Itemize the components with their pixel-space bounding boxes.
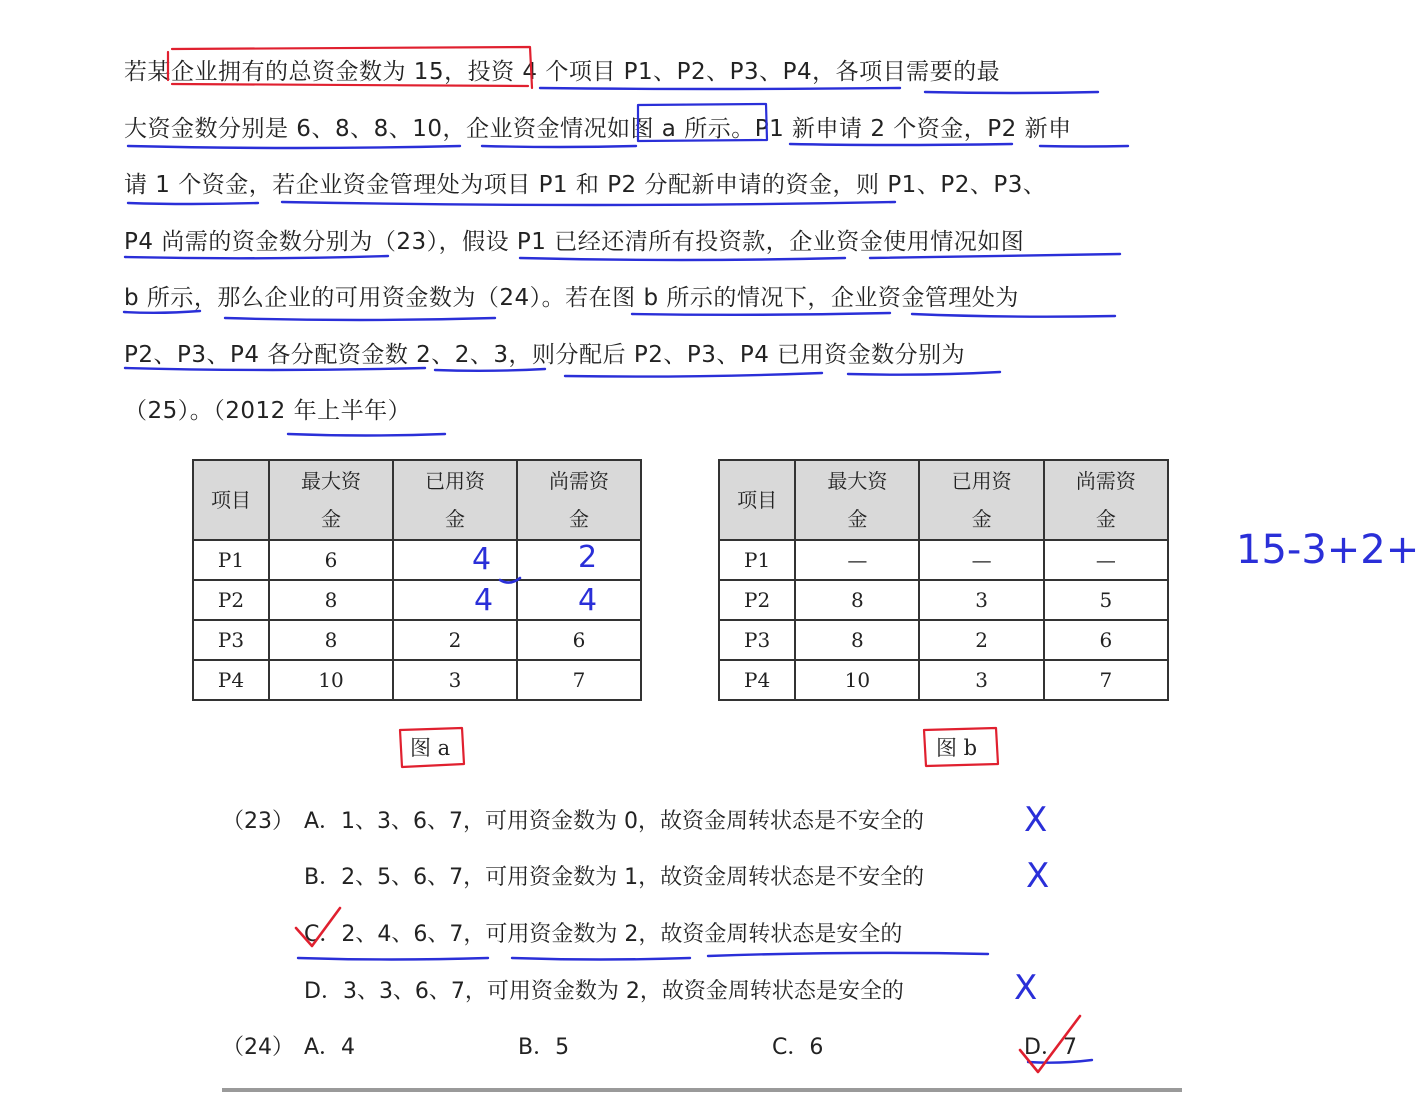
question-line-6: P2、P3、P4 各分配资金数 2、2、3，则分配后 P2、P3、P4 已用资金数分别为 [124, 341, 966, 368]
handwritten-a-p2-need: 4 [578, 583, 598, 618]
table-row [719, 540, 1168, 580]
table-b-header-used: 已用资金 [919, 460, 1043, 540]
table-row [719, 620, 1168, 660]
handwritten-a-p2-used: 4 [474, 583, 494, 618]
table-a-header-project: 项目 [193, 460, 269, 540]
table-cell: 7 [1044, 660, 1168, 700]
table-cell: 2 [393, 620, 517, 660]
table-a-caption: 图 a [410, 736, 451, 760]
table-b-caption: 图 b [936, 736, 978, 760]
table-cell: 5 [1044, 580, 1168, 620]
option-23-c: C．2、4、6、7，可用资金数为 2，故资金周转状态是安全的 [304, 922, 903, 947]
cross-mark-23-a: X [1024, 800, 1048, 840]
table-row [719, 660, 1168, 700]
question-line-1: 若某企业拥有的总资金数为 15，投资 4 个项目 P1、P2、P3、P4，各项目需要的最 [124, 59, 1001, 85]
option-24-b: B．5 [518, 1035, 570, 1060]
table-row [193, 620, 641, 660]
table-cell: P1 [193, 540, 269, 580]
table-cell: 10 [795, 660, 919, 700]
table-cell: P3 [193, 620, 269, 660]
table-a [192, 459, 642, 701]
bottom-scroll-rule [222, 1088, 1182, 1092]
table-cell: 6 [269, 540, 393, 580]
question-paragraph [124, 44, 1134, 440]
table-a-header-used: 已用资金 [393, 460, 517, 540]
question-line-4: P4 尚需的资金数分别为（23），假设 P1 已经还清所有投资款，企业资金使用情况如图 [124, 228, 1025, 255]
table-b [718, 459, 1169, 701]
table-row [719, 580, 1168, 620]
cross-mark-23-d: X [1014, 968, 1038, 1008]
option-23-a: A．1、3、6、7，可用资金数为 0，故资金周转状态是不安全的 [304, 809, 925, 834]
table-cell: P4 [193, 660, 269, 700]
table-b-header-max: 最大资金 [795, 460, 919, 540]
table-cell: 6 [517, 620, 641, 660]
table-cell: 3 [919, 580, 1043, 620]
table-cell: 3 [919, 660, 1043, 700]
table-cell: — [919, 540, 1043, 580]
table-cell: 2 [919, 620, 1043, 660]
table-row [193, 660, 641, 700]
options-23-label: （23） [222, 809, 294, 834]
table-cell: 8 [269, 620, 393, 660]
question-line-7: （25）。（2012 年上半年） [124, 398, 412, 424]
option-24-a: A．4 [304, 1035, 356, 1060]
option-24-d: D．7 [1024, 1035, 1077, 1060]
underline [708, 953, 988, 956]
table-cell: P2 [719, 580, 795, 620]
table-cell: P2 [193, 580, 269, 620]
table-cell: P4 [719, 660, 795, 700]
handwritten-side-calc: 15-3+2+ [1236, 527, 1420, 573]
underline [298, 958, 488, 960]
question-line-2: 大资金数分别是 6、8、8、10，企业资金情况如图 a 所示。P1 新申请 2 个资金，P2 新申 [124, 115, 1072, 142]
option-23-b: B．2、5、6、7，可用资金数为 1，故资金周转状态是不安全的 [304, 865, 925, 890]
table-a-header-need: 尚需资金 [517, 460, 641, 540]
table-cell: — [795, 540, 919, 580]
table-a-header-max: 最大资金 [269, 460, 393, 540]
table-cell [393, 540, 517, 580]
table-row [193, 580, 641, 620]
table-b-header-need: 尚需资金 [1044, 460, 1168, 540]
cross-mark-23-b: X [1026, 856, 1050, 896]
table-cell: 8 [795, 580, 919, 620]
table-cell [393, 580, 517, 620]
table-cell: 6 [1044, 620, 1168, 660]
option-23-d: D．3、3、6、7，可用资金数为 2，故资金周转状态是安全的 [304, 979, 904, 1004]
table-cell: 8 [795, 620, 919, 660]
table-cell: — [1044, 540, 1168, 580]
handwritten-a-p1-need: 2 [578, 540, 598, 575]
underline [512, 958, 690, 960]
handwritten-a-p1-used: 4 [472, 542, 492, 577]
table-cell: 3 [393, 660, 517, 700]
table-row [193, 540, 641, 580]
table-cell: 8 [269, 580, 393, 620]
table-b-header-project: 项目 [719, 460, 795, 540]
table-cell: 10 [269, 660, 393, 700]
question-line-5: b 所示，那么企业的可用资金数为（24）。若在图 b 所示的情况下，企业资金管理处为 [124, 285, 1019, 311]
table-cell: P3 [719, 620, 795, 660]
table-cell: 7 [517, 660, 641, 700]
option-24-c: C．6 [772, 1035, 824, 1060]
question-line-3: 请 1 个资金，若企业资金管理处为项目 P1 和 P2 分配新申请的资金，则 P1、P2、P3、 [124, 172, 1047, 198]
table-cell: P1 [719, 540, 795, 580]
options-24-label: （24） [222, 1035, 294, 1060]
